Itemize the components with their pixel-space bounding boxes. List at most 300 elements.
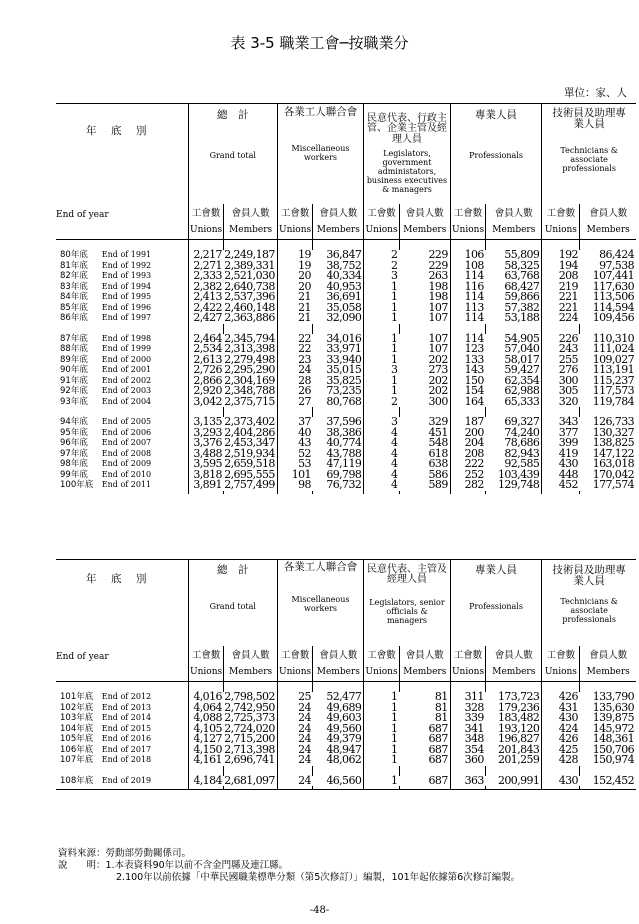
year-en-cell: End of 2005 (101, 417, 152, 426)
members-cell: 57,040 (504, 342, 540, 355)
unions-cell: 204 (450, 438, 486, 449)
members-cell: 40,953 (326, 279, 362, 293)
unions-cell: 24 (277, 365, 313, 376)
members-cell: 273 (428, 363, 448, 376)
year-en-cell: End of 1992 (101, 260, 152, 270)
unions-cell: 2,464 (188, 334, 224, 345)
group-misc-en: Miscellaneous workers (291, 144, 350, 163)
unions-en: Unions (451, 224, 485, 235)
unions-cell: 150 (450, 376, 486, 387)
year-en-cell: End of 1995 (101, 292, 152, 301)
unions-cell: 343 (542, 417, 580, 428)
group-professionals-en: Professionals (469, 601, 523, 611)
note-1: 1.本表資料90年以前不含金門縣及連江縣。 (105, 860, 289, 871)
members-zh: 會員人數 (231, 207, 270, 219)
group-legislators-en: Legislators, government administators, business executives & managers (366, 149, 448, 194)
group-legislators-zh: 民意代表、行政主管、企業主管及經理人員 (366, 112, 447, 145)
members-cell: 2,375,715 (224, 394, 275, 408)
members-cell: 2,453,347 (224, 436, 275, 449)
members-cell: 2,695,555 (224, 467, 275, 481)
members-head (486, 204, 542, 240)
members-cell: 2,640,738 (224, 279, 275, 293)
members-cell: 49,689 (326, 700, 362, 714)
unions-cell: 21 (277, 303, 313, 314)
unions-cell: 1 (364, 355, 400, 366)
notes-label: 說 明： (58, 860, 106, 871)
year-zh-cell: 80年底 (60, 250, 88, 260)
unions-cell: 2,422 (188, 303, 224, 314)
members-cell: 80,768 (326, 394, 362, 408)
year-zh-cell: 97年底 (60, 448, 88, 459)
unions-cell: 1 (364, 776, 400, 787)
members-cell: 2,279,498 (224, 352, 275, 366)
members-cell: 36,847 (326, 248, 362, 261)
year-zh-cell: 83年底 (60, 281, 88, 292)
year-header-zh: 年 底 別 (86, 125, 149, 137)
unions-zh: 工會數 (280, 207, 310, 219)
year-zh-cell: 91年底 (60, 375, 88, 386)
members-cell: 2,363,886 (224, 311, 275, 324)
members-cell: 78,686 (504, 436, 540, 449)
notes (58, 848, 520, 884)
unions-cell: 4,161 (188, 755, 224, 766)
members-cell: 163,018 (592, 457, 634, 470)
members-cell: 69,327 (504, 415, 540, 428)
members-cell: 43,788 (326, 446, 362, 460)
members-cell: 2,659,518 (224, 457, 275, 470)
members-cell: 114,594 (592, 300, 634, 314)
unit-label: 單位：家、人 (564, 87, 627, 99)
year-en-cell: End of 1993 (101, 271, 152, 280)
year-header (56, 104, 188, 220)
members-cell: 68,427 (504, 279, 540, 293)
members-cell: 111,024 (592, 342, 634, 355)
unions-cell: 123 (450, 344, 486, 355)
members-cell: 109,027 (592, 352, 634, 366)
members-cell: 92,585 (504, 457, 540, 470)
members-cell: 38,752 (326, 258, 362, 272)
year-en-cell: End of 2007 (101, 438, 152, 447)
unions-en: Unions (365, 224, 398, 235)
unions-cell: 187 (450, 417, 486, 428)
year-zh-cell: 100年底 (60, 480, 94, 490)
unions-cell: 114 (450, 313, 486, 324)
unions-head (277, 646, 313, 682)
unions-cell: 360 (450, 755, 486, 766)
unions-cell: 4,127 (188, 734, 224, 745)
group-legislators-en: Legislators, senior officials & managers (369, 597, 445, 625)
year-en-cell: End of 1994 (101, 281, 152, 291)
unions-cell: 20 (277, 271, 313, 282)
members-cell: 107 (428, 331, 448, 345)
unions-cell: 377 (542, 428, 580, 439)
members-en: Members (229, 224, 273, 235)
unions-cell: 1 (364, 334, 400, 345)
unions-cell: 282 (450, 480, 486, 491)
unions-cell: 143 (450, 365, 486, 376)
unions-cell: 221 (542, 292, 580, 303)
members-cell: 40,774 (326, 436, 362, 449)
year-en-cell: End of 2018 (101, 755, 152, 764)
unions-cell: 28 (277, 376, 313, 387)
unions-cell: 424 (542, 724, 580, 735)
header-row (56, 104, 636, 204)
year-zh-cell: 94年底 (60, 417, 88, 427)
unions-zh: 工會數 (191, 649, 221, 661)
members-cell: 589 (428, 478, 448, 491)
year-zh-cell: 103年底 (60, 713, 94, 723)
unions-cell: 2,271 (188, 261, 224, 272)
group-legislators-zh: 民意代表、主管及經理人員 (366, 563, 447, 586)
unions-cell: 2,427 (188, 313, 224, 324)
members-cell: 103,439 (498, 467, 540, 481)
unions-cell: 52 (277, 449, 313, 460)
year-zh-cell: 98年底 (60, 459, 88, 469)
unions-cell: 1 (364, 313, 400, 324)
unions-cell: 192 (542, 250, 580, 261)
members-cell: 2,715,200 (224, 732, 275, 745)
group-misc-zh: 各業工人聯合會 (283, 561, 358, 574)
members-cell: 548 (428, 436, 448, 449)
year-zh-cell: 102年底 (60, 702, 94, 713)
unions-cell: 320 (542, 397, 580, 408)
year-en-cell: End of 1991 (101, 250, 152, 259)
page-title: 表 3-5 職業工會─按職業分 (230, 34, 409, 52)
members-cell: 173,723 (498, 690, 540, 703)
year-en-cell: End of 2015 (101, 723, 152, 733)
members-cell: 198 (428, 279, 448, 293)
members-cell: 53,188 (504, 311, 540, 324)
year-en-cell: End of 1999 (101, 344, 152, 353)
unions-cell: 2,382 (188, 282, 224, 293)
members-cell: 2,304,169 (224, 373, 275, 387)
members-cell: 229 (428, 258, 448, 272)
unions-head (450, 646, 486, 682)
year-zh-cell: 107年底 (60, 755, 94, 765)
unions-head (450, 204, 486, 240)
members-head (399, 646, 450, 682)
members-cell: 2,460,148 (224, 300, 275, 314)
members-cell: 97,538 (599, 258, 634, 272)
unions-cell: 200 (450, 428, 486, 439)
unions-cell: 24 (277, 703, 313, 714)
members-cell: 202 (428, 373, 448, 387)
unions-cell: 354 (450, 745, 486, 756)
members-cell: 129,748 (498, 478, 540, 491)
unions-cell: 24 (277, 713, 313, 724)
year-en-cell: End of 2002 (101, 375, 152, 385)
members-zh: 會員人數 (231, 649, 270, 661)
members-en: Members (403, 666, 447, 677)
group-technicians-en: Technicians & associate professionals (560, 597, 618, 625)
members-cell: 37,596 (326, 415, 362, 428)
members-cell: 300 (428, 394, 448, 408)
note-2: 2.100年以前依據「中華民國職業標準分類（第5次修訂）」編製，101年起依據第6次修訂編製。 (116, 872, 521, 883)
members-cell: 73,235 (326, 384, 362, 397)
members-cell: 618 (428, 446, 448, 460)
group-misc-en: Miscellaneous workers (291, 595, 350, 614)
group-total-zh: 總 計 (217, 563, 249, 576)
year-zh-cell: 106年底 (60, 744, 94, 755)
members-cell: 2,389,331 (224, 258, 275, 272)
unions-en: Unions (279, 224, 312, 235)
unions-cell: 243 (542, 344, 580, 355)
members-cell: 2,798,502 (224, 690, 275, 703)
members-cell: 2,345,794 (224, 331, 275, 345)
unions-cell: 22 (277, 344, 313, 355)
subheader-row (56, 204, 636, 240)
members-cell: 48,947 (326, 742, 362, 756)
year-en-cell: End of 2011 (101, 480, 152, 489)
unions-cell: 53 (277, 459, 313, 470)
unions-cell: 452 (542, 480, 580, 491)
members-head (313, 204, 364, 240)
unions-zh: 工會數 (453, 207, 483, 219)
members-cell: 638 (428, 457, 448, 470)
members-cell: 2,537,396 (224, 290, 275, 303)
members-head (486, 646, 542, 682)
unions-cell: 2,333 (188, 271, 224, 282)
members-cell: 46,560 (326, 773, 362, 787)
year-zh-cell: 95年底 (60, 427, 88, 438)
group-technicians-en: Technicians & associate professionals (560, 146, 618, 174)
year-header-en: End of year (56, 210, 109, 220)
unions-cell: 3,488 (188, 449, 224, 460)
members-cell: 107 (428, 300, 448, 314)
group-technicians-zh: 技術員及助理專業人員 (552, 564, 626, 588)
members-cell: 38,386 (326, 425, 362, 439)
unions-en: Unions (279, 666, 312, 677)
unions-cell: 328 (450, 703, 486, 714)
year-en-cell: End of 2019 (101, 775, 152, 785)
year-zh-cell: 101年底 (60, 692, 94, 702)
source-note: 資料來源：勞動部勞動關係司。 (58, 848, 192, 859)
unions-cell: 106 (450, 250, 486, 261)
members-cell: 81 (434, 700, 448, 714)
members-head (224, 646, 277, 682)
year-en-cell: End of 2001 (101, 365, 152, 374)
group-total-en: Grand total (209, 601, 256, 611)
page-number: -48- (309, 905, 330, 916)
unions-cell: 2,217 (188, 250, 224, 261)
members-zh: 會員人數 (494, 649, 533, 661)
unions-cell: 1 (364, 724, 400, 735)
unions-cell: 300 (542, 376, 580, 387)
members-cell: 48,062 (326, 753, 362, 766)
members-cell: 177,574 (592, 478, 634, 491)
members-cell: 36,691 (326, 290, 362, 303)
members-cell: 193,120 (498, 721, 540, 735)
group-technicians (542, 560, 636, 646)
unions-cell: 1 (364, 755, 400, 766)
unions-cell: 133 (450, 355, 486, 366)
year-header (56, 560, 188, 662)
members-cell: 47,119 (326, 457, 362, 470)
unions-cell: 3,135 (188, 417, 224, 428)
unions-cell: 24 (277, 724, 313, 735)
members-head (224, 204, 277, 240)
members-cell: 119,784 (592, 394, 634, 408)
unions-cell: 3,042 (188, 397, 224, 408)
year-zh-cell: 87年底 (60, 333, 88, 344)
unions-cell: 425 (542, 745, 580, 756)
unions-head (277, 204, 313, 240)
unions-cell: 3 (364, 271, 400, 282)
members-cell: 2,725,373 (224, 711, 275, 724)
unions-cell: 1 (364, 703, 400, 714)
members-cell: 179,236 (498, 700, 540, 714)
members-en: Members (492, 224, 536, 235)
unions-cell: 3,595 (188, 459, 224, 470)
unions-cell: 430 (542, 459, 580, 470)
unions-cell: 164 (450, 397, 486, 408)
unions-cell: 2,920 (188, 386, 224, 397)
unions-cell: 348 (450, 734, 486, 745)
members-cell: 145,972 (592, 721, 634, 735)
unions-cell: 2,726 (188, 365, 224, 376)
members-head (580, 646, 636, 682)
unions-cell: 108 (450, 261, 486, 272)
members-cell: 2,521,030 (224, 269, 275, 282)
year-zh-cell: 96年底 (60, 438, 88, 448)
members-cell: 2,249,187 (224, 248, 275, 261)
unions-cell: 3 (364, 365, 400, 376)
members-cell: 150,706 (592, 742, 634, 756)
members-cell: 110,310 (592, 331, 634, 345)
unions-cell: 426 (542, 692, 580, 703)
year-header-zh: 年 底 別 (86, 573, 149, 585)
members-cell: 65,333 (504, 394, 540, 408)
members-zh: 會員人數 (319, 207, 358, 219)
members-cell: 58,017 (504, 352, 540, 366)
unions-cell: 4,016 (188, 692, 224, 703)
unions-cell: 431 (542, 703, 580, 714)
year-en-cell: End of 2004 (101, 396, 152, 406)
year-zh-cell: 84年底 (60, 292, 88, 302)
unions-cell: 208 (450, 449, 486, 460)
group-legislators (364, 560, 450, 646)
unions-cell: 430 (542, 776, 580, 787)
year-en-cell: End of 2003 (101, 386, 152, 395)
group-technicians (542, 104, 636, 204)
members-cell: 147,122 (592, 446, 634, 460)
unions-cell: 114 (450, 271, 486, 282)
year-en-cell: End of 1998 (101, 333, 152, 343)
members-cell: 2,519,934 (224, 446, 275, 460)
members-cell: 35,058 (326, 300, 362, 314)
unions-cell: 252 (450, 470, 486, 481)
year-zh-cell: 88年底 (60, 344, 88, 354)
members-cell: 49,379 (326, 732, 362, 745)
year-zh-cell: 82年底 (60, 271, 88, 281)
members-cell: 586 (428, 467, 448, 481)
group-professionals-en: Professionals (469, 150, 523, 160)
unions-cell: 40 (277, 428, 313, 439)
members-en: Members (586, 224, 630, 235)
members-cell: 139,875 (592, 711, 634, 724)
members-cell: 2,681,097 (224, 773, 275, 787)
year-zh-cell: 89年底 (60, 354, 88, 365)
members-cell: 201,259 (498, 753, 540, 766)
members-head (399, 204, 450, 240)
members-cell: 200,991 (498, 773, 540, 787)
unions-cell: 2 (364, 261, 400, 272)
members-zh: 會員人數 (405, 649, 444, 661)
unions-zh: 工會數 (191, 207, 221, 219)
unions-cell: 4 (364, 438, 400, 449)
unions-zh: 工會數 (546, 649, 576, 661)
year-zh-cell: 81年底 (60, 260, 88, 271)
year-en-cell: End of 2000 (101, 354, 152, 364)
year-zh-cell: 86年底 (60, 313, 88, 323)
unions-cell: 2 (364, 397, 400, 408)
unions-head (188, 204, 224, 240)
unions-cell: 221 (542, 303, 580, 314)
year-zh-cell: 104年底 (60, 723, 94, 734)
unions-cell: 19 (277, 261, 313, 272)
group-total-zh: 總 計 (217, 108, 249, 121)
unions-cell: 4,088 (188, 713, 224, 724)
year-en-cell: End of 1997 (101, 313, 152, 322)
group-total-en: Grand total (209, 150, 256, 160)
unions-cell: 3,376 (188, 438, 224, 449)
table-row (56, 776, 636, 787)
members-cell: 687 (428, 721, 448, 735)
members-cell: 62,988 (504, 384, 540, 397)
members-cell: 170,042 (592, 467, 634, 481)
unions-cell: 4 (364, 428, 400, 439)
unions-cell: 24 (277, 776, 313, 787)
unions-cell: 2,613 (188, 355, 224, 366)
unions-head (542, 204, 580, 240)
unions-cell: 3,293 (188, 428, 224, 439)
table-2012-2019 (56, 559, 636, 790)
unions-cell: 2,413 (188, 292, 224, 303)
unions-cell: 1 (364, 282, 400, 293)
unions-cell: 4 (364, 470, 400, 481)
group-misc (277, 104, 363, 204)
members-cell: 2,713,398 (224, 742, 275, 756)
unions-en: Unions (544, 666, 577, 677)
unions-cell: 113 (450, 303, 486, 314)
members-zh: 會員人數 (589, 207, 628, 219)
members-cell: 59,427 (504, 363, 540, 376)
members-cell: 49,603 (326, 711, 362, 724)
members-cell: 57,382 (504, 300, 540, 314)
unions-cell: 21 (277, 292, 313, 303)
group-total (188, 560, 277, 646)
members-cell: 55,809 (504, 248, 540, 261)
members-cell: 113,191 (592, 363, 634, 376)
members-cell: 49,560 (326, 721, 362, 735)
unions-cell: 4 (364, 480, 400, 491)
unions-cell: 226 (542, 334, 580, 345)
members-cell: 86,424 (599, 248, 634, 261)
unions-cell: 19 (277, 250, 313, 261)
members-en: Members (229, 666, 273, 677)
members-cell: 113,506 (592, 290, 634, 303)
members-cell: 229 (428, 248, 448, 261)
members-cell: 329 (428, 415, 448, 428)
members-cell: 2,742,950 (224, 700, 275, 714)
unions-cell: 255 (542, 355, 580, 366)
unions-cell: 208 (542, 271, 580, 282)
unions-head (364, 646, 400, 682)
members-cell: 115,237 (592, 373, 634, 387)
table-row (56, 313, 636, 324)
table-row (56, 397, 636, 408)
members-cell: 687 (428, 732, 448, 745)
